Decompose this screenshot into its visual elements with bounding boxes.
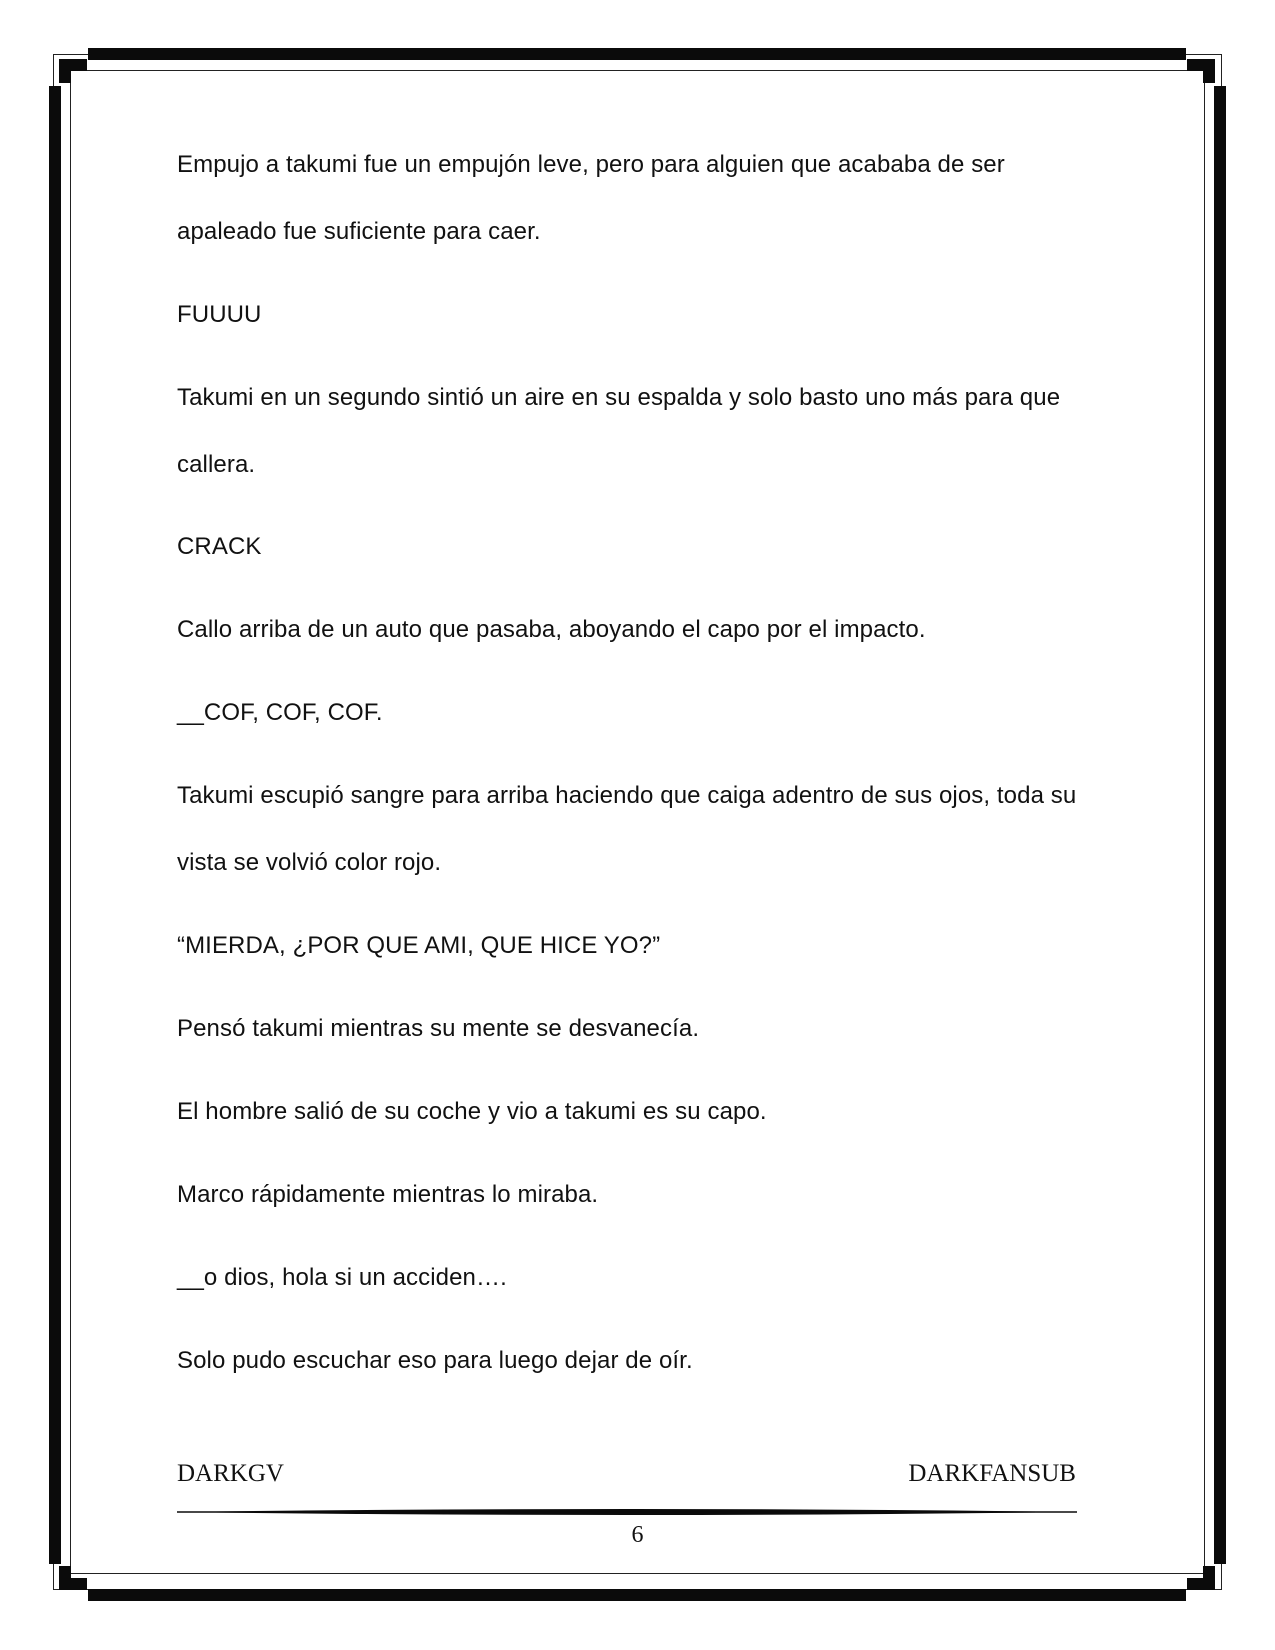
corner-bottom-left-h — [59, 1578, 87, 1590]
paragraph-15: __o dios, hola si un acciden…. — [177, 1264, 507, 1291]
paragraph-2: apaleado fue suficiente para caer. — [177, 218, 541, 245]
border-bottom-bar — [88, 1589, 1186, 1601]
paragraph-4: Takumi en un segundo sintió un aire en su espalda y solo basto uno más para que — [177, 384, 1061, 411]
footer-author: DARKGV — [177, 1460, 284, 1487]
paragraph-1: Empujo a takumi fue un empujón leve, pero para alguien que acababa de ser — [177, 151, 1005, 178]
paragraph-9: Takumi escupió sangre para arriba haciendo que caiga adentro de sus ojos, toda su — [177, 782, 1077, 809]
paragraph-10: vista se volvió color rojo. — [177, 849, 442, 876]
corner-bottom-right-h — [1187, 1578, 1215, 1590]
paragraph-11: “MIERDA, ¿POR QUE AMI, QUE HICE YO?” — [177, 932, 661, 959]
paragraph-13: El hombre salió de su coche y vio a takumi es su capo. — [177, 1098, 767, 1125]
footer-group: DARKFANSUB — [908, 1460, 1076, 1487]
paragraph-14: Marco rápidamente mientras lo miraba. — [177, 1181, 599, 1208]
corner-top-left-h — [59, 59, 87, 71]
paragraph-6: CRACK — [177, 533, 262, 560]
paragraph-7: Callo arriba de un auto que pasaba, aboyando el capo por el impacto. — [177, 616, 926, 643]
border-right-bar — [1214, 86, 1226, 1564]
corner-top-right-h — [1187, 59, 1215, 71]
page-number: 6 — [631, 1522, 644, 1548]
paragraph-8: __COF, COF, COF. — [177, 699, 383, 726]
border-left-bar — [49, 86, 61, 1564]
paragraph-3: FUUUU — [177, 301, 262, 328]
footer-divider — [177, 1506, 1077, 1518]
paragraph-5: callera. — [177, 451, 256, 478]
paragraph-16: Solo pudo escuchar eso para luego dejar de oír. — [177, 1347, 693, 1374]
border-top-bar — [88, 48, 1186, 60]
paragraph-12: Pensó takumi mientras su mente se desvanecía. — [177, 1015, 700, 1042]
